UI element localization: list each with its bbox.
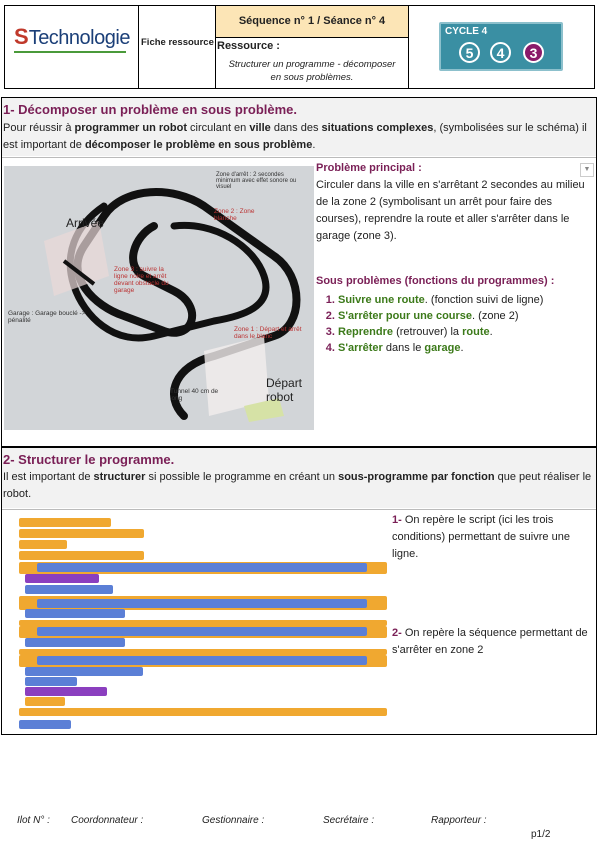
cycle-level-3-selected: 3 bbox=[523, 42, 544, 63]
list-item: 4. S'arrêter dans le garage. bbox=[338, 340, 602, 356]
list-item: 2. S'arrêter pour une course. (zone 2) bbox=[338, 308, 602, 324]
code-block bbox=[25, 638, 125, 647]
list-item: 3. Reprendre (retrouver) la route. bbox=[338, 324, 602, 340]
code-block bbox=[19, 529, 144, 538]
chevron-down-icon[interactable]: ▼ bbox=[580, 163, 594, 177]
section2-divider bbox=[2, 509, 596, 510]
code-block bbox=[25, 609, 125, 618]
ressource-sub-1: Structurer un programme - décomposer bbox=[228, 59, 396, 70]
code-block bbox=[25, 687, 107, 696]
ressource-title: Ressource : bbox=[217, 40, 280, 52]
ressource-sub-2: en sous problèmes. bbox=[270, 72, 354, 83]
logo-s: S bbox=[14, 24, 29, 49]
cycle-level-4: 4 bbox=[490, 42, 511, 63]
map-label-zone2-stop: Zone d'arrêt : 2 secondes minimum avec effet sonore ou visuel bbox=[216, 172, 297, 190]
sous-problems-list bbox=[300, 292, 602, 356]
header-divider-1 bbox=[138, 5, 139, 89]
principal-title: Problème principal : bbox=[316, 162, 422, 174]
footer-gestionnaire: Gestionnaire : bbox=[202, 815, 265, 826]
page-number: p1/2 bbox=[531, 829, 551, 840]
sequence-label: Séquence n° 1 / Séance n° 4 bbox=[216, 6, 408, 37]
section2-intro: Il est important de structurer si possible le programme en créant un sous-programme par fonction que peut réaliser le robot. bbox=[3, 471, 592, 500]
header-divider-h bbox=[215, 37, 408, 38]
note-2: 2- On repère la séquence permettant de s'arrêter en zone 2 bbox=[392, 627, 588, 656]
code-block bbox=[19, 708, 387, 716]
code-script bbox=[17, 512, 390, 732]
section2-title: 2- Structurer le programme. bbox=[3, 452, 175, 467]
logo-text: Technologie bbox=[28, 27, 130, 49]
principal-text: Circuler dans la ville en s'arrêtant 2 secondes au milieu de la zone 2 (symbolisant un arrêt pour faire des courses), reprendre la route et aller s'arrêter dans le garage (zone 3). bbox=[316, 179, 585, 242]
code-block bbox=[19, 720, 71, 729]
code-block bbox=[25, 574, 99, 583]
code-block bbox=[25, 697, 65, 706]
cycle-label: CYCLE 4 bbox=[445, 26, 488, 37]
footer-secretaire: Secrétaire : bbox=[323, 815, 375, 826]
map-label-depart: Départ robot bbox=[266, 376, 303, 404]
logo bbox=[14, 24, 130, 50]
map-label-zone2: Zone 2 : Zone blanche bbox=[214, 208, 255, 222]
logo-underline bbox=[14, 51, 126, 53]
code-block bbox=[19, 551, 144, 560]
code-block bbox=[37, 656, 367, 665]
map-label-zone3: Zone 3 : suivre la ligne noire et arrêt devant obstacle du garage bbox=[114, 266, 169, 294]
city-map bbox=[4, 166, 314, 430]
header-divider-3 bbox=[408, 5, 409, 89]
code-block bbox=[25, 585, 113, 594]
section1-intro: Pour réussir à programmer un robot circulant en ville dans des situations complexes, (symbolisées sur le schéma) il est important de décomposer le problème en sous problème. bbox=[3, 122, 587, 151]
list-item: 1. Suivre une route. (fonction suivi de ligne) bbox=[338, 292, 602, 308]
code-block bbox=[25, 667, 143, 676]
map-label-arrivee: Arrivée bbox=[66, 216, 105, 230]
code-block bbox=[37, 563, 367, 572]
code-block bbox=[37, 627, 367, 636]
code-block bbox=[25, 677, 77, 686]
footer-ilot: Ilot N° : bbox=[17, 815, 50, 826]
footer-rapporteur: Rapporteur : bbox=[431, 815, 487, 826]
map-label-garage: Garage : Garage bouclé -> pénalité bbox=[8, 310, 86, 324]
map-label-tunnel: Tunnel 40 cm de long bbox=[170, 388, 219, 402]
footer-coordonnateur: Coordonnateur : bbox=[71, 815, 144, 826]
section1-title: 1- Décomposer un problème en sous problème. bbox=[3, 102, 298, 117]
note-1: 1- On repère le script (ici les trois conditions) permettant de suivre une ligne. bbox=[392, 514, 570, 560]
section1-divider bbox=[2, 157, 596, 158]
cycle-level-5: 5 bbox=[459, 42, 480, 63]
code-block bbox=[19, 518, 111, 527]
map-label-zone1: Zone 1 : Départ et arrêt dans le blanc bbox=[234, 326, 302, 340]
cycle-badge bbox=[439, 22, 563, 71]
code-block bbox=[37, 599, 367, 608]
sous-problems-title: Sous problèmes (fonctions du programmes) : bbox=[316, 275, 555, 287]
code-block bbox=[19, 540, 67, 549]
fiche-label: Fiche ressource bbox=[141, 37, 214, 48]
